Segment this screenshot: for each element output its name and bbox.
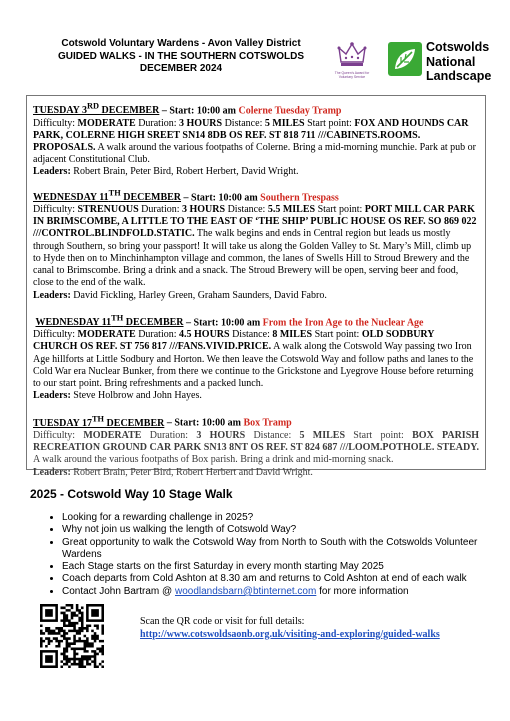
- walk-start-point: OLD SODBURY CHURCH OS REF. ST 756 817 ///FANS.VIVID.PRICE.: [33, 329, 435, 353]
- walk-heading: [33, 188, 479, 205]
- list-item: • Great opportunity to walk the Cotswold Way from North to South with the Cotswolds Volunteer Wardens: [62, 537, 502, 562]
- walk-distance: 8 MILES: [272, 329, 313, 341]
- walk-difficulty: STRENUOUS: [77, 204, 139, 216]
- walk-entry: [33, 413, 479, 478]
- walk-details: Difficulty: MODERATE Duration: 3 HOURS Distance: 5 MILES Start point: FOX AND HOUNDS CAR PARK, COLERNE HIGH SREET SN14 8DB OS REF. ST 818 711 ///CABINETS.ROOMS. PROPOSALS. A walk around the various footpaths of Colerne. Bring a mid-morning munchie. Park at pub or adjacent Constitutional Club.: [33, 117, 476, 166]
- walk-heading: [33, 101, 479, 118]
- scan-info: [140, 616, 440, 641]
- walk-start: – Start: 10:00 am: [181, 191, 261, 203]
- walk-date: TUESDAY 3RD DECEMBER: [33, 102, 160, 117]
- header-line-2: GUIDED WALKS - IN THE SOUTHERN COTSWOLDS: [57, 50, 305, 62]
- walk-title: Colerne Tuesday Tramp: [238, 105, 342, 117]
- walk-difficulty: MODERATE: [77, 117, 136, 129]
- walk-entry: [33, 188, 479, 302]
- walk-date: WEDNESDAY 11TH DECEMBER: [33, 188, 182, 203]
- queens-award-logo: [333, 40, 371, 82]
- list-item: • Looking for a rewarding challenge in 2025?: [62, 512, 502, 524]
- list-item: • Why not join us walking the length of Cotswold Way?: [62, 524, 502, 536]
- walk-description: The walk begins and ends in Central region but leads us mostly through Southern, so bring your passport! It will take us along the Golden Valley to St. Mary’s Mill, climb up to Hyde then on to Minchinhampton village and common, the lanes of Swells Hill to Stroud Brewery and the canal to Brimscombe. Bring a drink and a snack. The Stroud Brewery will be open, serving beer and food, close to the end of the walk.: [33, 228, 472, 289]
- walks-box: [26, 95, 486, 478]
- walk-entry: [33, 313, 479, 403]
- walk-details: Difficulty: STRENUOUS Duration: 3 HOURS Distance: 5.5 MILES Start point: PORT MILL CAR PARK IN BRIMSCOMBE, A LITTLE TO THE EAST OF ‘THE SHIP’ PUBLIC HOUSE OS REF. SO 869 022 ///CONTROL.BLINDFOLD.STATIC. The walk begins and ends in Central region but leads us mostly through Southern, so bring your passport! It will take us along the Golden Valley to St. Mary’s Mill, climb up to Hyde then on to Minchinhampton village and common, the lanes of Swells Hill to Stroud Brewery and the canal to Brimscombe. Bring a drink and a snack. The Stroud Brewery will be open, serving beer and food, close to the end of the walk.: [33, 204, 477, 289]
- walk-details: Difficulty: MODERATE Duration: 4.5 HOURS Distance: 8 MILES Start point: OLD SODBURY CHURCH OS REF. ST 756 817 ///FANS.VIVID.PRICE. A walk along the Cotswold Way passing two Iron Age hillforts at Little Sodbury and Horton. We then leave the Cotswold Way and follow paths and lanes to the Cold War era Nuclear Bunker, from there we continue to the Grickstone and Lyegrove House before returning to our start point. Bring refreshments and a packed lunch.: [33, 329, 474, 390]
- walk-leaders: Leaders: Steve Holbrow and John Hayes.: [33, 390, 202, 402]
- walk-distance: 5 MILES: [264, 117, 305, 129]
- crown-icon: [333, 40, 371, 70]
- document-header: [36, 38, 326, 76]
- walk-description: A walk around the various footpaths of Box parish. Bring a drink and mid-morning snack.: [33, 454, 394, 466]
- walk-heading: [33, 413, 479, 430]
- walk-details: Difficulty: MODERATE Duration: 3 HOURS Distance: 5 MILES Start point: BOX PARISH RECREATION GROUND CAR PARK SN13 8NT OS REF. ST 824 687 ///LOOM.POTHOLE. STEADY. A walk around the various footpaths of Box parish. Bring a drink and mid-morning snack.: [33, 429, 480, 466]
- walk-date: WEDNESDAY 11TH DECEMBER: [35, 313, 184, 329]
- cnl-line-1: Cotswolds: [426, 40, 490, 54]
- walk-leaders: Leaders: Robert Brain, Peter Bird, Robert Herbert and David Wright.: [33, 466, 313, 478]
- guided-walks-link[interactable]: http://www.cotswoldsaonb.org.uk/visiting-and-exploring/guided-walks: [140, 628, 440, 640]
- list-item-contact: • Contact John Bartram @ woodlandsbarn@btinternet.com for more information: [62, 586, 502, 598]
- stage-walk-title: 2025 - Cotswold Way 10 Stage Walk: [30, 487, 233, 501]
- walk-duration: 4.5 HOURS: [179, 329, 230, 341]
- cotswolds-landscape-wordmark: [426, 40, 491, 84]
- walk-entry: [33, 101, 479, 179]
- walk-title: Box Tramp: [243, 417, 292, 429]
- walk-description: A walk around the various footpaths of Colerne. Bring a mid-morning munchie. Park at pub or adjacent Constitutional Club.: [33, 141, 476, 166]
- cnl-line-2: National: [426, 54, 476, 69]
- walk-start-point: FOX AND HOUNDS CAR PARK, COLERNE HIGH SREET SN14 8DB OS REF. ST 818 711 ///CABINETS.ROOMS. PROPOSALS.: [33, 117, 469, 153]
- walk-difficulty: MODERATE: [77, 329, 136, 341]
- walk-leaders: Leaders: David Fickling, Harley Green, Graham Saunders, David Fabro.: [33, 289, 327, 301]
- leaf-icon: [388, 42, 422, 76]
- list-item: • Coach departs from Cold Ashton at 8.30 am and returns to Cold Ashton at end of each walk: [62, 573, 502, 585]
- walk-description: A walk along the Cotswold Way passing two Iron Age hillforts at Little Sodbury and Horton. We then leave the Cotswold Way and follow paths and lanes to the Cold War era Nuclear Bunker, from there we continue to the Grickstone and Lyegrove House before returning to our start point. Bring refreshments and a packed lunch.: [33, 341, 474, 390]
- cotswolds-landscape-logo: [388, 42, 422, 76]
- walk-distance: 5.5 MILES: [267, 204, 316, 216]
- walk-start: – Start: 10:00 am: [164, 417, 244, 429]
- walk-title: From the Iron Age to the Nuclear Age: [262, 317, 424, 329]
- cnl-line-3: Landscape: [426, 69, 492, 83]
- header-line-1: Cotswold Voluntary Wardens - Avon Valley District: [61, 38, 301, 49]
- header-line-3: DECEMBER 2024: [139, 63, 223, 74]
- walk-duration: 3 HOURS: [196, 429, 246, 441]
- list-item: • Each Stage starts on the first Saturday in every month starting May 2025: [62, 561, 502, 573]
- award-caption: The Queen's Award for Voluntary Service: [334, 71, 370, 79]
- contact-email-link[interactable]: woodlandsbarn@btinternet.com: [174, 585, 317, 597]
- walk-start: – Start: 10:00 am: [183, 317, 263, 329]
- scan-text: Scan the QR code or visit for full details:: [140, 616, 305, 627]
- walk-start: – Start: 10:00 am: [159, 105, 239, 117]
- walk-title: Southern Trespass: [260, 191, 339, 203]
- walk-start-point: PORT MILL CAR PARK IN BRIMSCOMBE, A LITTLE TO THE EAST OF ‘THE SHIP’ PUBLIC HOUSE OS REF. SO 869 022 ///CONTROL.BLINDFOLD.STATIC.: [33, 204, 477, 240]
- qr-code-icon: [40, 604, 104, 668]
- qr-code[interactable]: [40, 604, 104, 668]
- walk-heading: [33, 313, 479, 330]
- walk-start-point: BOX PARISH RECREATION GROUND CAR PARK SN13 8NT OS REF. ST 824 687 ///LOOM.POTHOLE. STEADY.: [33, 429, 480, 454]
- walk-leaders: Leaders: Robert Brain, Peter Bird, Robert Herbert, David Wright.: [33, 166, 299, 178]
- walk-difficulty: MODERATE: [83, 429, 142, 441]
- walk-duration: 3 HOURS: [182, 204, 226, 216]
- walk-date: TUESDAY 17TH DECEMBER: [33, 414, 165, 429]
- walk-duration: 3 HOURS: [179, 117, 223, 129]
- walk-distance: 5 MILES: [299, 429, 346, 441]
- stage-walk-bullets: [44, 512, 502, 598]
